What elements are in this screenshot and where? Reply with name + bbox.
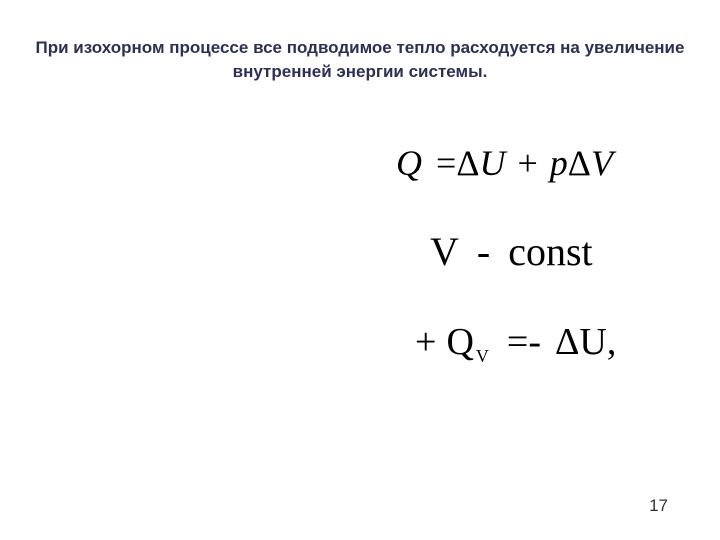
formula-delta: Δ: [554, 321, 580, 363]
formula-delta: Δ: [567, 143, 591, 183]
formula-symbol-q: Q: [446, 321, 474, 363]
formula-symbol-q: Q: [396, 143, 422, 183]
formula-const: const: [508, 229, 593, 274]
formula-minus: -: [528, 321, 541, 363]
formula-plus: +: [517, 143, 538, 183]
page-number: 17: [649, 496, 668, 515]
formula-dash: -: [476, 229, 491, 274]
formula-first-law: [396, 142, 613, 184]
formula-delta: Δ: [456, 143, 480, 183]
formula-heat-internal-energy: [415, 320, 616, 364]
formula-subscript-v: V: [475, 346, 489, 366]
formula-symbol-p: p: [549, 143, 568, 183]
formula-symbol-v: V: [430, 229, 459, 274]
slide-title: При изохорном процессе все подводимое тепло расходуется на увеличение внутренней энергии системы.: [35, 38, 685, 81]
formula-symbol-u: U: [479, 143, 506, 183]
formula-equals: =: [436, 143, 457, 183]
formula-constant-volume: [430, 228, 593, 275]
formula-symbol-u: U,: [579, 321, 617, 363]
formula-plus: +: [415, 321, 437, 363]
formula-equals: =: [506, 321, 529, 363]
formula-symbol-v: V: [590, 143, 613, 183]
